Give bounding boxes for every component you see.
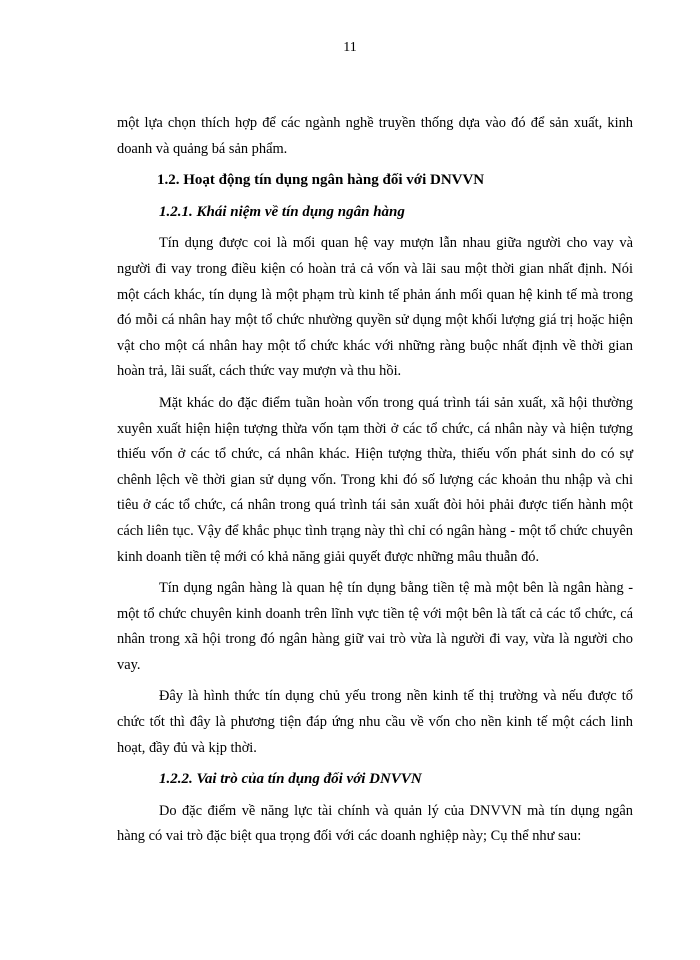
market-economy-paragraph: Đây là hình thức tín dụng chủ yếu trong nền kinh tế thị trường và nếu được tổ chức tốt thì đây là phương tiện đáp ứng nhu cầu về vốn cho nền kinh tế một cách linh hoạt, đầy đủ và kịp thời. [117, 688, 633, 756]
role-paragraph: Do đặc điểm về năng lực tài chính và quản lý của DNVVN mà tín dụng ngân hàng có vai trò đặc biệt qua trọng đối với các doanh nghiệp này; Cụ thể như sau: [117, 802, 633, 845]
bank-credit-paragraph: Tín dụng ngân hàng là quan hệ tín dụng bằng tiền tệ mà một bên là ngân hàng - một tổ chức chuyên kinh doanh trên lĩnh vực tiền tệ với một bên là tất cả các tổ chức, cá nhân trong xã hội trong đó ngân hàng giữ vai trò vừa là người đi vay, vừa là người cho vay. [117, 580, 633, 673]
section-1-2-heading: 1.2. Hoạt động tín dụng ngân hàng đối với DNVVN [157, 172, 485, 189]
section-1-2-2-heading: 1.2.2. Vai trò của tín dụng đối với DNVVN [159, 771, 422, 788]
intro-paragraph: một lựa chọn thích hợp để các ngành nghề truyền thống dựa vào đó để sản xuất, kinh doanh và quảng bá sản phẩm. [117, 115, 633, 157]
capital-circulation-paragraph: Mặt khác do đặc điểm tuần hoàn vốn trong quá trình tái sản xuất, xã hội thường xuyên xuất hiện hiện tượng thừa vốn tạm thời ở các tổ chức, cá nhân này và hiện tượng thiếu vốn ở các tổ chức, cá nhân khác. Hiện tượng thừa, thiếu vốn phát sinh do có sự chênh lệch về thời gian sử dụng vốn. Trong khi đó số lượng các khoản thu nhập và chi tiêu ở các tổ chức, cá nhân trong quá trình tái sản xuất đòi hỏi phải được tiến hành một cách liên tục. Vậy để khắc phục tình trạng này thì chỉ có ngân hàng - một tổ chức chuyên kinh doanh tiền tệ mới có khả năng giải quyết được những mâu thuẫn đó. [117, 394, 633, 565]
section-1-2-1-heading: 1.2.1. Khái niệm về tín dụng ngân hàng [159, 203, 405, 220]
page-content [117, 111, 633, 850]
page-number: 11 [343, 40, 357, 55]
definition-paragraph: Tín dụng được coi là mối quan hệ vay mượn lẫn nhau giữa người cho vay và người đi vay trong điều kiện có hoàn trả cả vốn và lãi sau một thời gian nhất định. Nói một cách khác, tín dụng là một phạm trù kinh tế phản ánh mối quan hệ kinh tế mà trong đó mỗi cá nhân hay một tổ chức nhường quyền sử dụng một khối lượng giá trị hoặc hiện vật cho một cá nhân hay một tổ chức khác với những ràng buộc nhất định về thời gian hoàn trả, lãi suất, cách thức vay mượn và thu hồi. [117, 235, 633, 380]
